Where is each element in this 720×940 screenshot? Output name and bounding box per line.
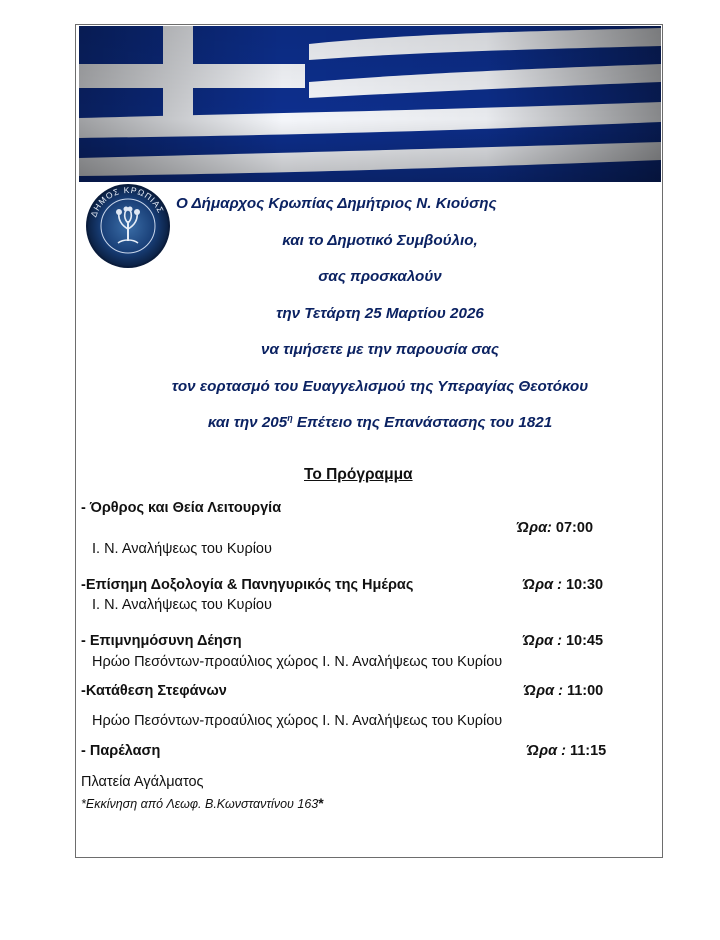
event-time (523, 577, 603, 593)
greek-flag-banner (79, 26, 661, 182)
event-title: - Παρέλαση (81, 743, 161, 759)
event-time-label: Ώρα : (523, 577, 562, 593)
anniversary-text-rest: Επέτειο της Επανάστασης του 1821 (292, 414, 553, 431)
svg-text:ΔΗΜΟΣ ΚΡΩΠΙΑΣ: ΔΗΜΟΣ ΚΡΩΠΙΑΣ (88, 184, 167, 219)
invitation-text (120, 186, 640, 442)
invitation-line: και το Δημοτικό Συμβούλιο, (282, 231, 478, 249)
invitation-line: Ο Δήμαρχος Κρωπίας Δημήτριος Ν. Κιούσης (176, 195, 497, 212)
event-time (523, 633, 603, 649)
note-star: * (318, 795, 324, 811)
event-title: - Όρθρος και Θεία Λειτουργία (81, 500, 282, 516)
event-place: Ηρώο Πεσόντων-προαύλιος χώρος Ι. Ν. Αναλήψεως του Κυρίου (92, 713, 503, 729)
event-place: Ι. Ν. Αναλήψεως του Κυρίου (92, 541, 272, 557)
invitation-line: την Τετάρτη 25 Μαρτίου 2026 (276, 304, 484, 322)
invitation-line: τον εορτασμό του Ευαγγελισμού της Υπεραγίας Θεοτόκου (171, 377, 589, 395)
event-time (517, 520, 593, 536)
event-time-value: 10:45 (561, 633, 604, 649)
event-time-value: 11:15 (565, 743, 607, 759)
event-title: -Κατάθεση Στεφάνων (81, 683, 227, 699)
parade-start-note (81, 795, 324, 811)
note-text: *Εκκίνηση από Λεωφ. Β.Κωνσταντίνου 163 (81, 797, 319, 811)
event-time-label: Ώρα: (517, 520, 552, 536)
event-place: Πλατεία Αγάλματος (81, 774, 204, 790)
event-place: Ηρώο Πεσόντων-προαύλιος χώρος Ι. Ν. Αναλήψεως του Κυρίου (92, 654, 503, 670)
program-title: Το Πρόγραμμα (304, 466, 413, 483)
invitation-line: να τιμήσετε με την παρουσία σας (261, 341, 499, 358)
event-time (524, 683, 603, 699)
event-title: - Επιμνημόσυνη Δέηση (81, 633, 242, 649)
event-time-value: 11:00 (562, 683, 604, 699)
invitation-line: σας προσκαλούν (318, 268, 442, 285)
event-time-label: Ώρα : (524, 683, 563, 699)
event-title: -Επίσημη Δοξολογία & Πανηγυρικός της Ημέρας (81, 577, 414, 593)
event-time-label: Ώρα : (523, 633, 562, 649)
ordinal-superscript: η (287, 412, 293, 423)
anniversary-text: και την 205 (207, 414, 288, 431)
event-time-label: Ώρα : (527, 743, 566, 759)
event-time-value: 07:00 (551, 520, 594, 536)
event-time-value: 10:30 (561, 577, 604, 593)
invitation-line-anniversary (120, 405, 640, 442)
event-place: Ι. Ν. Αναλήψεως του Κυρίου (92, 597, 272, 613)
event-time (527, 743, 606, 759)
